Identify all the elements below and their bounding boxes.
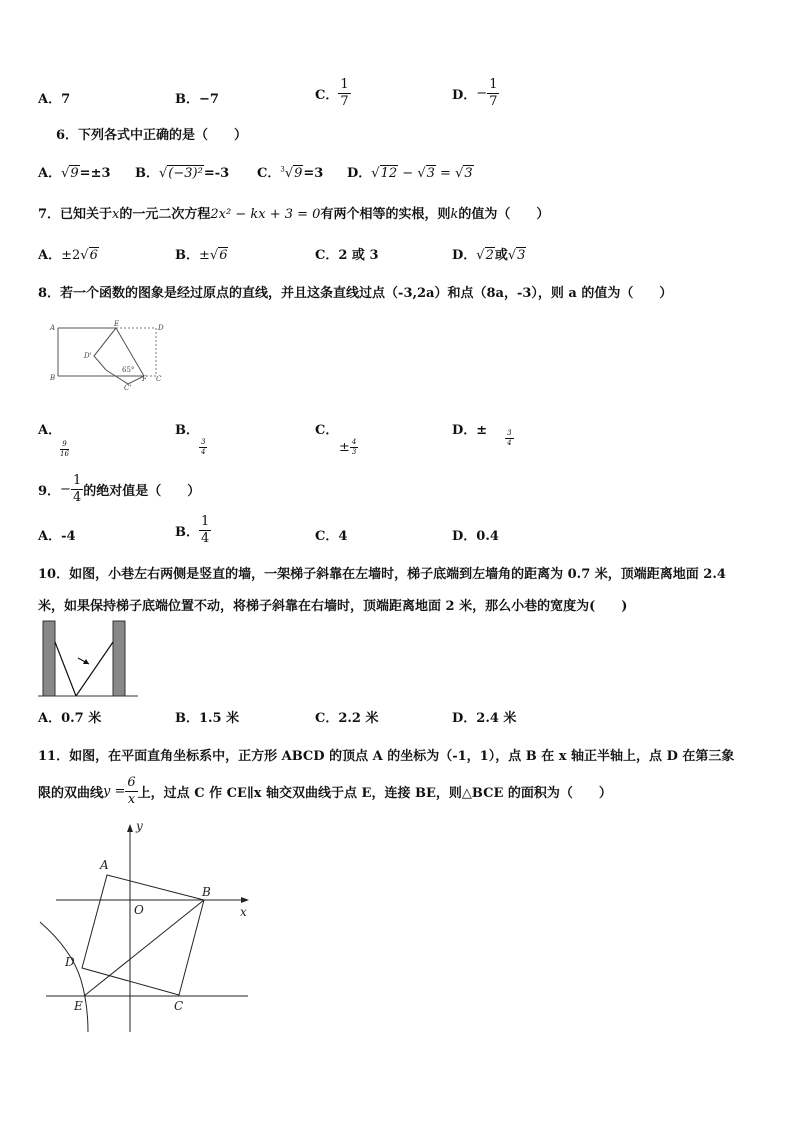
q6-option-a-rest: =±3 (79, 166, 111, 181)
q6-option-b-rest: =-3 (203, 166, 230, 181)
q5-option-c-fraction (338, 77, 350, 110)
fraction-denominator: 3 (351, 448, 357, 456)
radicand: 3 (464, 166, 473, 181)
cube-root-expression: √9 (284, 166, 303, 181)
fraction-denominator: 7 (340, 94, 349, 109)
operator: − (402, 166, 414, 181)
q7-stem-end: 的值为（ ） (458, 207, 550, 222)
fraction-denominator: 4 (201, 531, 210, 546)
left-wall (43, 621, 55, 696)
radicand: 3 (426, 166, 435, 181)
q5-option-d (452, 77, 499, 110)
fraction-numerator: 9 (60, 440, 69, 450)
q7-option-d-label: D． (452, 248, 477, 263)
fraction-numerator: 4 (351, 438, 357, 446)
label-a: A (50, 324, 56, 332)
q11-coordinate-figure (34, 822, 254, 1034)
sqrt-expression: √3 (455, 166, 473, 181)
sqrt-expression: √(−3)² (159, 166, 203, 181)
q9-option-b-label: B． (175, 525, 199, 540)
square-abcd (82, 875, 204, 995)
q6-option-a (38, 162, 111, 181)
q5-option-c-label: C． (315, 88, 339, 103)
q7-option-b (175, 244, 228, 263)
q9-option-a: A．-4 (38, 529, 76, 544)
q10-option-a: A．0.7 米 (38, 711, 102, 726)
fold-line (94, 328, 116, 356)
sqrt-expression: √3 (507, 248, 526, 263)
fraction-numerator: 6 (127, 775, 136, 790)
label-o: O (134, 903, 144, 917)
q5-option-d-sign: − (476, 86, 488, 101)
q8-option-c-sign: ± (339, 440, 350, 455)
q7-equation: 2x² − kx + 3 = 0 (210, 207, 321, 222)
label-c: C (156, 375, 162, 383)
sqrt-expression: √9 (61, 166, 79, 181)
q8-option-c-label: C． (315, 423, 339, 438)
segment-be (84, 900, 204, 996)
label-b: B (202, 885, 211, 899)
q8-option-a-fraction (60, 440, 69, 459)
fraction-numerator: 1 (340, 77, 349, 92)
fraction-denominator: 16 (60, 450, 69, 458)
q10-option-c: C．2.2 米 (315, 711, 379, 726)
q9-option-c: C．4 (315, 529, 348, 544)
q11-eq-lhs: y = (103, 784, 126, 799)
label-d: D (65, 955, 75, 969)
q8-option-b-label: B． (175, 423, 199, 438)
q6-option-d (347, 162, 474, 181)
q6-option-c (257, 162, 323, 181)
y-axis-arrow-icon (127, 824, 133, 832)
fraction-denominator: 7 (489, 94, 498, 109)
q9-fraction (71, 473, 83, 506)
q7-option-b-prefix: ± (199, 248, 210, 263)
label-e: E (74, 999, 83, 1013)
q5-option-b-label: B． (175, 92, 199, 107)
fraction-denominator: 4 (507, 439, 512, 447)
label-c-prime: C' (124, 384, 132, 390)
q9-stem-number: 9． (38, 484, 61, 499)
radicand: (−3)² (168, 166, 203, 181)
hyperbola-branch (40, 922, 88, 1032)
q7-option-d-or: 或 (494, 248, 508, 263)
q8-option-d-fraction (505, 429, 513, 448)
label-b: B (50, 374, 56, 382)
q5-option-b (175, 88, 219, 107)
q7-option-b-label: B． (175, 248, 199, 263)
q6-option-c-label: C． (257, 166, 281, 181)
q10-option-d: D．2.4 米 (452, 711, 517, 726)
var-k: k (450, 207, 459, 222)
fraction-denominator: 4 (72, 490, 82, 505)
q5-option-d-fraction (487, 77, 499, 110)
q5-option-d-label: D． (452, 88, 477, 103)
q9-option-b (175, 514, 211, 547)
q6-option-b (135, 162, 229, 181)
q11-stem-line2 (38, 775, 612, 808)
var-x: x (112, 207, 120, 222)
q7-option-a (38, 244, 99, 263)
q8-option-d (452, 419, 514, 448)
q9-stem (38, 473, 200, 506)
q6-option-b-label: B． (135, 166, 159, 181)
sqrt-expression: √3 (417, 166, 435, 181)
radicand: 2 (485, 248, 494, 263)
ladder-right (76, 642, 113, 696)
q9-option-b-fraction (199, 514, 211, 547)
fraction-denominator: x (127, 792, 136, 807)
q7-option-d (452, 244, 526, 263)
label-c: C (174, 999, 184, 1013)
q10-alley-ladder-figure (38, 618, 140, 700)
label-a: A (100, 858, 109, 872)
q10-stem-line2: 米，如果保持梯子底端位置不动，将梯子斜靠在右墙时，顶端距离地面 2 米，那么小巷的宽度为( ) (38, 599, 628, 614)
q8-option-d-label: D．± (452, 423, 488, 438)
radicand: 6 (89, 248, 98, 263)
q8-option-c (315, 419, 358, 457)
label-e: E (114, 320, 120, 328)
q9-option-d: D．0.4 (452, 529, 499, 544)
right-wall (113, 621, 125, 696)
minus-sign (398, 166, 417, 181)
q11-stem-line1: 11．如图，在平面直角坐标系中，正方形 ABCD 的顶点 A 的坐标为（-1，1），点 B 在 x 轴正半轴上，点 D 在第三象 (38, 749, 735, 764)
q10-stem-line1: 10．如图，小巷左右两侧是竖直的墙，一架梯子斜靠在左墙时，梯子底端到左墙角的距离为 0.7 米，顶端距离地面 2.4 (38, 567, 726, 582)
q7-stem (38, 203, 549, 222)
q8-stem: 8．若一个函数的图象是经过原点的直线，并且这条直线过点（-3,2a）和点（8a，-3），则 a 的值为（ ） (38, 286, 673, 301)
q11-stem-line2-pre: 限的双曲线 (38, 786, 104, 801)
radicand: 9 (70, 166, 79, 181)
q11-stem-line2-post: 上，过点 C 作 CE∥x 轴交双曲线于点 E，连接 BE，则△BCE 的面积为（ ） (137, 786, 612, 801)
q6-option-d-label: D． (347, 166, 372, 181)
fraction-numerator: 1 (72, 473, 82, 488)
label-y: y (136, 822, 143, 833)
x-axis-arrow-icon (241, 897, 249, 903)
q8-folded-rectangle-figure (44, 318, 174, 390)
q9-stem-text: 的绝对值是（ ） (83, 484, 201, 499)
q5-option-c (315, 77, 351, 110)
q7-option-c: C．2 或 3 (315, 248, 379, 263)
radicand: 6 (219, 248, 228, 263)
q8-option-c-fraction (350, 438, 358, 457)
radicand: 9 (294, 166, 303, 181)
q8-option-b-fraction (199, 438, 207, 457)
q8-option-b (175, 419, 207, 457)
label-f: F (142, 375, 147, 383)
sqrt-expression: √2 (476, 248, 494, 263)
q10-option-b: B．1.5 米 (175, 711, 240, 726)
q6-stem: 6．下列各式中正确的是（ ） (56, 128, 248, 143)
q8-option-a (38, 419, 69, 459)
ladder-left (55, 642, 76, 696)
operator: = (440, 166, 451, 181)
fraction-numerator: 3 (507, 429, 512, 437)
q6-option-a-label: A． (38, 166, 62, 181)
radicand: 12 (380, 166, 398, 181)
q9-sign: − (60, 482, 71, 497)
sqrt-expression: √6 (209, 248, 228, 263)
label-x: x (240, 905, 247, 919)
label-d: D (158, 324, 164, 332)
q7-stem-post: 有两个相等的实根，则 (320, 207, 451, 222)
fraction-numerator: 1 (489, 77, 498, 92)
sqrt-expression: √6 (80, 248, 98, 263)
q11-hyperbola-fraction (125, 775, 137, 808)
fraction-numerator: 1 (201, 514, 210, 529)
sqrt-expression: √12 (371, 166, 398, 181)
radicand: 3 (517, 248, 526, 263)
equals-sign (436, 166, 455, 181)
q7-option-a-label: A． (38, 248, 62, 263)
angle-label: 65° (122, 366, 135, 374)
label-d-prime: D' (84, 352, 92, 360)
fold-edge-e-d1 (94, 328, 116, 370)
q6-option-c-rest: =3 (303, 166, 324, 181)
root-index: 3 (280, 165, 285, 174)
q7-stem-mid: 的一元二次方程 (119, 207, 211, 222)
q7-option-a-prefix: ±2 (61, 248, 81, 263)
fraction-denominator: 4 (201, 448, 206, 456)
q7-stem-pre: 7．已知关于 (38, 207, 113, 222)
fraction-numerator: 3 (201, 438, 206, 446)
q5-option-b-value: −7 (199, 92, 219, 107)
q5-option-a: A．7 (38, 92, 71, 107)
q8-option-a-label: A． (38, 423, 62, 438)
